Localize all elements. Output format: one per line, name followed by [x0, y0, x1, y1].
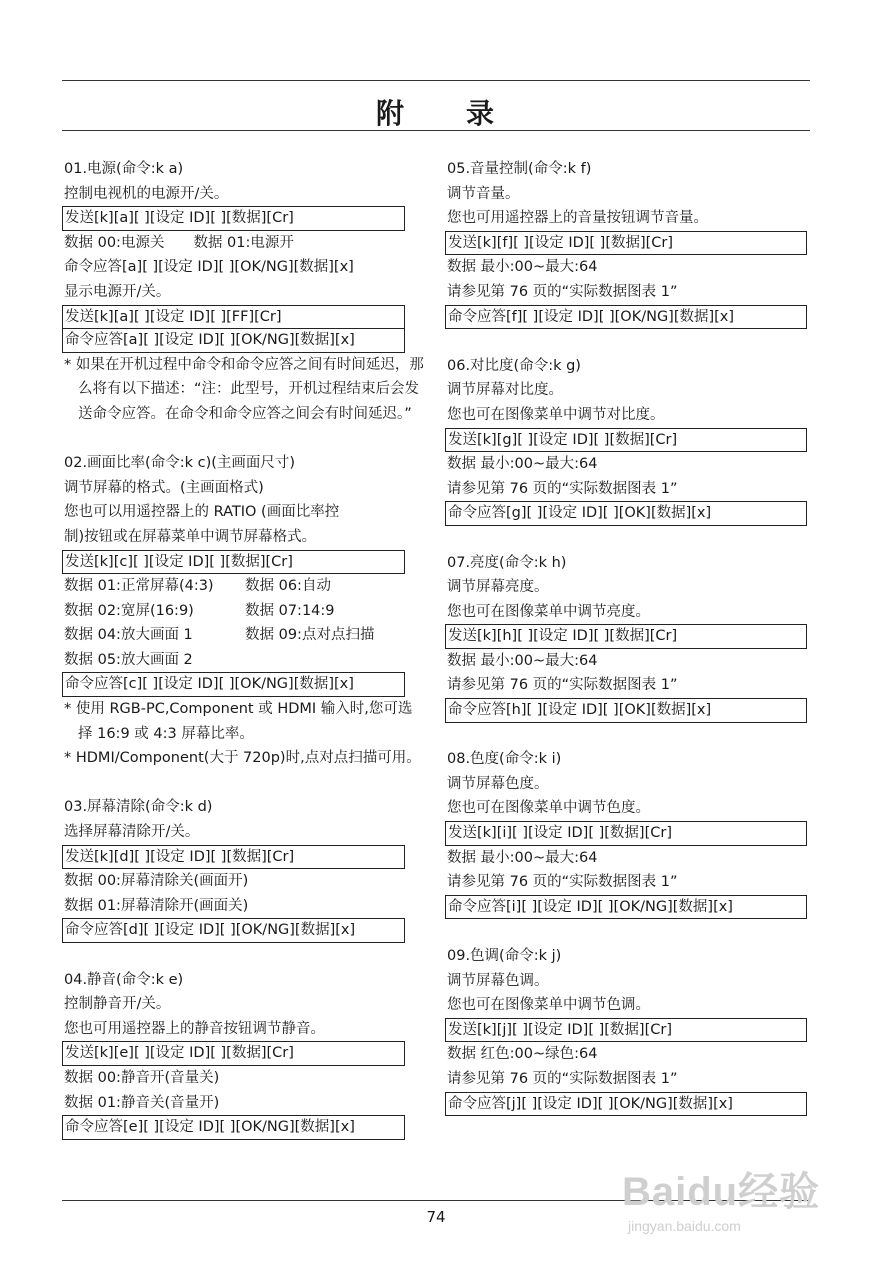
section-description: 调节音量。: [447, 185, 520, 202]
note: * HDMI/Component(大于 720p)时,点对点扫描可用。: [64, 750, 421, 767]
section-heading: 08.色度(命令:k i): [447, 751, 562, 768]
section-contrast: [445, 354, 807, 526]
ack-command-box: 命令应答[g][ ][设定 ID][ ][OK][数据][x]: [445, 501, 807, 526]
ack-command-box: 命令应答[c][ ][设定 ID][ ][OK/NG][数据][x]: [62, 672, 405, 697]
display-description: 显示电源开/关。: [64, 283, 171, 300]
chart-reference: 请参见第 76 页的“实际数据图表 1”: [447, 677, 678, 694]
section-description: 调节屏幕色度。: [447, 775, 549, 792]
right-column: [445, 157, 807, 1141]
data-range: 数据 最小:00~最大:64: [447, 259, 598, 276]
page-number: 74: [426, 1208, 446, 1226]
section-description: 您也可用遥控器上的静音按钮调节静音。: [64, 1020, 325, 1037]
section-tint: [445, 944, 807, 1116]
ack-command-box: 命令应答[e][ ][设定 ID][ ][OK/NG][数据][x]: [62, 1115, 405, 1140]
section-description: 您也可在图像菜单中调节对比度。: [447, 406, 665, 423]
ack-command-box: 命令应答[d][ ][设定 ID][ ][OK/NG][数据][x]: [62, 918, 405, 943]
section-screen-mute: [62, 795, 424, 943]
section-description: 调节屏幕亮度。: [447, 579, 549, 596]
ack-command-box: 命令应答[j][ ][设定 ID][ ][OK/NG][数据][x]: [445, 1092, 807, 1117]
data-value: 数据 06:自动: [245, 578, 331, 595]
section-description: 您也可在图像菜单中调节色调。: [447, 997, 650, 1014]
section-heading: 02.画面比率(命令:k c)(主画面尺寸): [64, 455, 296, 472]
send-command-box: 发送[k][c][ ][设定 ID][ ][数据][Cr]: [62, 550, 405, 575]
send-command-box: 发送[k][e][ ][设定 ID][ ][数据][Cr]: [62, 1041, 405, 1066]
section-heading: 05.音量控制(命令:k f): [447, 161, 592, 177]
ack-command-box: 命令应答[a][ ][设定 ID][ ][OK/NG][数据][x]: [62, 328, 405, 353]
data-range: 数据 最小:00~最大:64: [447, 652, 598, 669]
data-value: 数据 01:静音关(音量开): [64, 1094, 220, 1111]
data-value: 数据 00:屏幕清除关(画面开): [64, 873, 249, 890]
baidu-watermark: [612, 1160, 852, 1260]
send-command-box: 发送[k][f][ ][设定 ID][ ][数据][Cr]: [445, 231, 807, 256]
send-command-box: 发送[k][d][ ][设定 ID][ ][数据][Cr]: [62, 845, 405, 870]
section-description: 您也可在图像菜单中调节色度。: [447, 800, 650, 817]
send-command-box: 发送[k][i][ ][设定 ID][ ][数据][Cr]: [445, 821, 807, 846]
section-description: 调节屏幕对比度。: [447, 382, 563, 399]
left-column: [62, 157, 424, 1164]
chart-reference: 请参见第 76 页的“实际数据图表 1”: [447, 1070, 678, 1087]
data-range: 数据 最小:00~最大:64: [447, 849, 598, 866]
section-description: 您也可用遥控器上的音量按钮调节音量。: [447, 210, 708, 227]
send-command-box: 发送[k][h][ ][设定 ID][ ][数据][Cr]: [445, 624, 807, 649]
data-value: 数据 07:14:9: [245, 602, 335, 619]
section-description: 调节屏幕色调。: [447, 972, 549, 989]
data-value: 数据 01:正常屏幕(4:3): [64, 578, 214, 595]
section-description: 选择屏幕清除开/关。: [64, 824, 200, 841]
data-values-grid: [62, 574, 424, 672]
section-brightness: [445, 551, 807, 723]
note: * 使用 RGB-PC,Component 或 HDMI 输入时,您可选择 16:9 或 4:3 屏幕比率。: [64, 701, 413, 742]
section-heading: 07.亮度(命令:k h): [447, 554, 567, 571]
section-description: 制)按钮或在屏幕菜单中调节屏幕格式。: [64, 528, 317, 545]
data-value: 数据 01:屏幕清除开(画面关): [64, 897, 249, 914]
page-title: 附 录: [375, 97, 496, 130]
chart-reference: 请参见第 76 页的“实际数据图表 1”: [447, 283, 678, 300]
section-power: [62, 157, 424, 427]
data-value: 数据 05:放大画面 2: [64, 651, 193, 668]
ack-format-line: 命令应答[a][ ][设定 ID][ ][OK/NG][数据][x]: [64, 259, 354, 276]
ack-command-box: 命令应答[i][ ][设定 ID][ ][OK/NG][数据][x]: [445, 895, 807, 920]
data-value: 数据 00:静音开(音量关): [64, 1069, 220, 1086]
section-description: 控制电视机的电源开/关。: [64, 185, 229, 202]
send-command-box: 发送[k][a][ ][设定 ID][ ][FF][Cr]: [62, 305, 405, 330]
section-description: 您也可在图像菜单中调节亮度。: [447, 603, 650, 620]
data-values: 数据 00:电源关 数据 01:电源开: [64, 234, 294, 251]
section-heading: 09.色调(命令:k j): [447, 948, 562, 964]
send-command-box: 发送[k][j][ ][设定 ID][ ][数据][Cr]: [445, 1018, 807, 1043]
send-command-box: 发送[k][g][ ][设定 ID][ ][数据][Cr]: [445, 428, 807, 453]
section-volume-mute: [62, 968, 424, 1140]
data-value: 数据 09:点对点扫描: [245, 627, 375, 644]
title-rule: [62, 130, 810, 131]
top-rule: [62, 80, 810, 81]
send-command-box: 发送[k][a][ ][设定 ID][ ][数据][Cr]: [62, 206, 405, 231]
watermark-logo: Baidu经验: [622, 1170, 821, 1214]
ack-command-box: 命令应答[h][ ][设定 ID][ ][OK][数据][x]: [445, 698, 807, 723]
chart-reference: 请参见第 76 页的“实际数据图表 1”: [447, 874, 678, 891]
section-aspect-ratio: [62, 451, 424, 771]
section-heading: 04.静音(命令:k e): [64, 971, 184, 988]
section-description: 控制静音开/关。: [64, 996, 171, 1013]
section-color: [445, 747, 807, 919]
section-volume-control: [445, 157, 807, 329]
section-heading: 03.屏幕清除(命令:k d): [64, 799, 213, 816]
section-description: 您也可以用遥控器上的 RATIO (画面比率控: [64, 504, 340, 521]
section-description: 调节屏幕的格式。(主画面格式): [64, 479, 264, 496]
chart-reference: 请参见第 76 页的“实际数据图表 1”: [447, 480, 678, 497]
watermark-url: jingyan.baidu.com: [628, 1218, 741, 1234]
data-range: 数据 红色:00~绿色:64: [447, 1046, 598, 1063]
data-range: 数据 最小:00~最大:64: [447, 456, 598, 473]
section-heading: 06.对比度(命令:k g): [447, 357, 581, 374]
data-value: [243, 648, 424, 673]
section-heading: 01.电源(命令:k a): [64, 161, 184, 177]
data-value: 数据 04:放大画面 1: [64, 627, 193, 644]
data-value: 数据 02:宽屏(16:9): [64, 602, 194, 619]
note: * 如果在开机过程中命令和命令应答之间有时间延迟，那么将有以下描述：“注：此型号，开机过程结束后会发送命令应答。在命令和命令应答之间会有时间延迟。”: [64, 356, 424, 422]
ack-command-box: 命令应答[f][ ][设定 ID][ ][OK/NG][数据][x]: [445, 305, 807, 330]
